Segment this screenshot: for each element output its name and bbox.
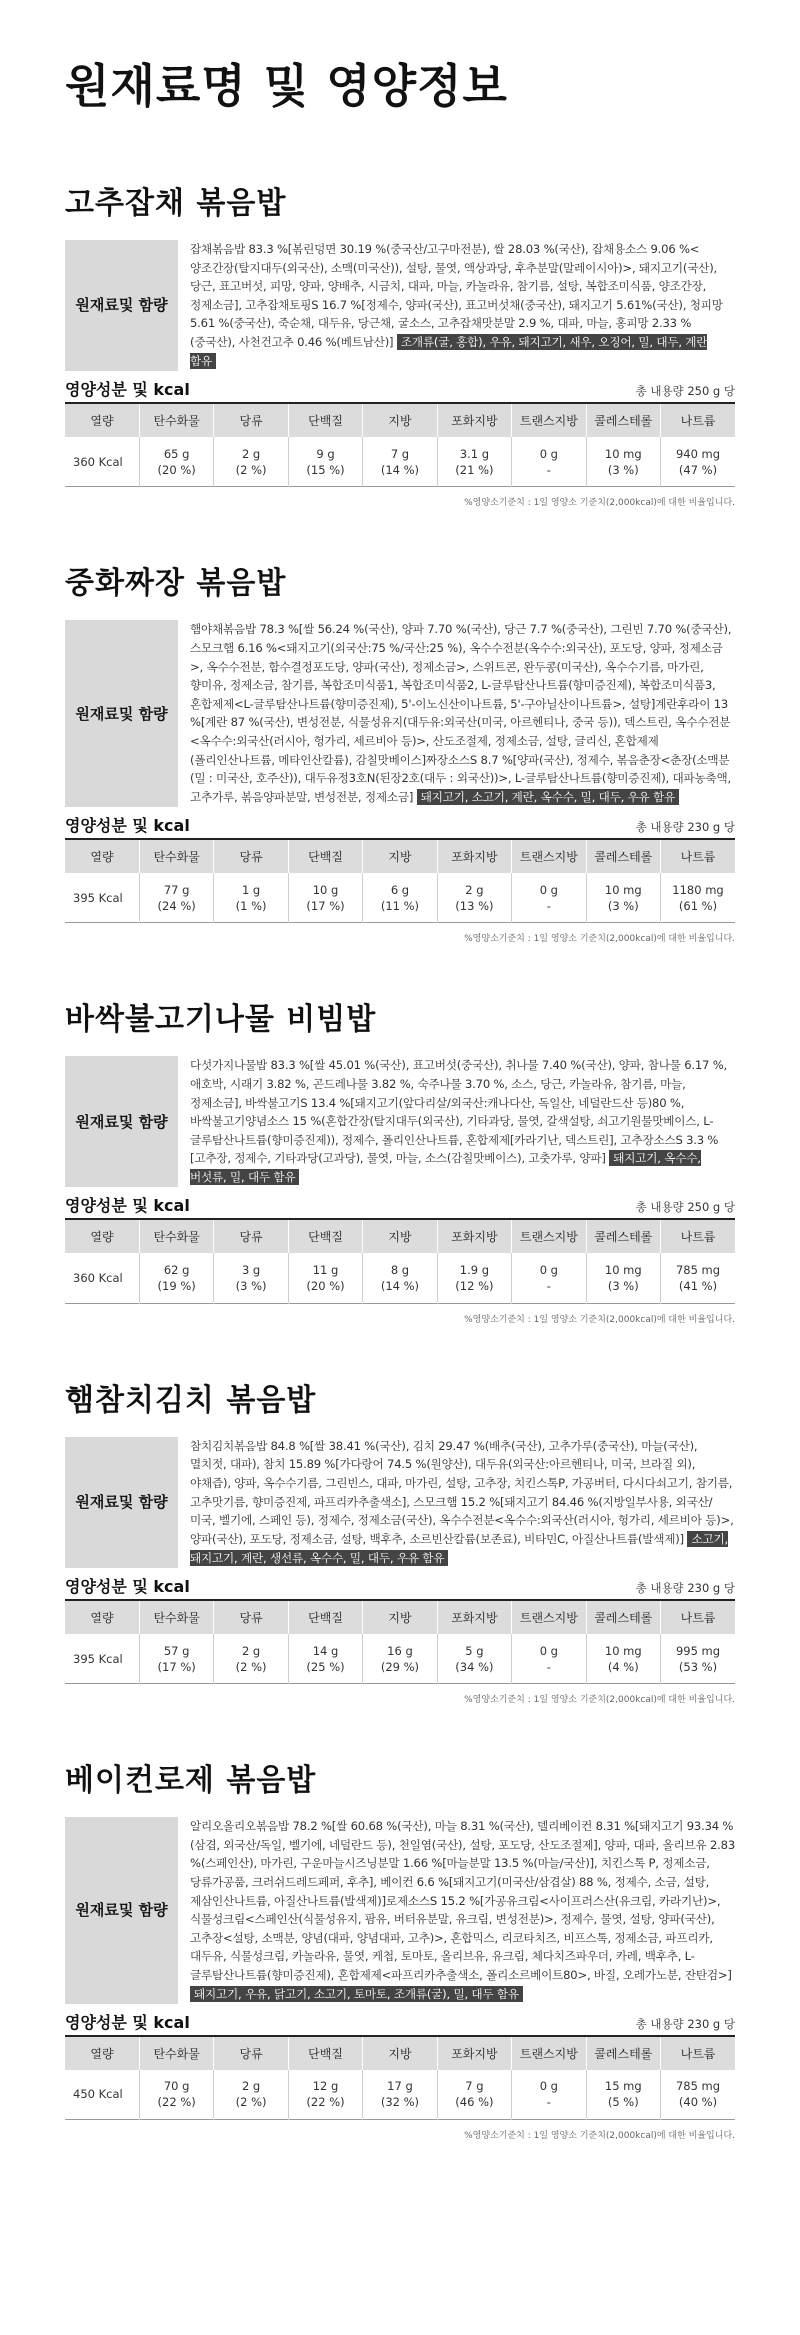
nutrient-amount: 0 g bbox=[539, 2079, 558, 2094]
nutrition-column-header: 열량 bbox=[65, 403, 139, 437]
nutrient-percent: (2 %) bbox=[235, 1659, 267, 1674]
nutrient-cell bbox=[437, 437, 511, 487]
total-amount: 총 내용량 250 g 당 bbox=[635, 1200, 735, 1215]
nutrition-column-header: 단백질 bbox=[288, 1600, 362, 1634]
nutrition-column-header: 탄수화물 bbox=[139, 2036, 213, 2070]
nutrition-column-header: 나트륨 bbox=[661, 839, 736, 873]
nutrient-cell bbox=[437, 2070, 511, 2120]
nutrient-cell bbox=[139, 1253, 213, 1303]
ingredient-block bbox=[65, 1056, 735, 1187]
nutrient-cell bbox=[512, 1253, 586, 1303]
nutrient-cell bbox=[437, 873, 511, 923]
nutrient-percent: (22 %) bbox=[157, 2095, 196, 2110]
ingredient-label-line: 및 함량 bbox=[118, 1901, 168, 1920]
nutrient-amount: 16 g bbox=[387, 1643, 413, 1658]
nutrient-percent: (25 %) bbox=[306, 1659, 345, 1674]
nutrition-column-header: 당류 bbox=[214, 403, 288, 437]
nutrient-cell bbox=[139, 1634, 213, 1684]
nutrient-cell bbox=[586, 437, 660, 487]
nutrient-amount: 0 g bbox=[539, 446, 558, 461]
nutrition-column-header: 지방 bbox=[363, 403, 437, 437]
nutrient-amount: 6 g bbox=[390, 882, 410, 897]
ingredient-list: 잡채볶음밥 83.3 %[볶린덩면 30.19 %(중국산/고구마전분), 쌀 28.03 %(국산), 잡채용소스 9.06 %<양조간장(탈지대두(외국산), 소맥(미국산)), 설탕, 물엿, 액상과당, 후추분말(말레이시아)>, 돼지고기(국산), 당근, 표고버섯, 피망, 양파, 양배추, 시금치, 대파, 마늘, 카놀라유, 참기름, 설탕, 복합조미식품, 양조간장, 정제소금], 고추잡채토핑S 16.7 %[정제수, 양파(국산), 표고버섯채(중국산), 돼지고기 5.61%(국산), 청피망 5.61 %(중국산), 죽순채, 대두유, 당근채, 굴소스, 고추잡채맛분말 2.9 %, 대파, 마늘, 홍피망 2.33 %(중국산), 사천건고추 0.46 %(베트남산)] bbox=[190, 242, 723, 349]
nutrient-percent: (13 %) bbox=[455, 898, 494, 913]
nutrition-column-header: 단백질 bbox=[288, 2036, 362, 2070]
nutrient-cell bbox=[288, 1634, 362, 1684]
nutrition-footnote: %영양소기준치 : 1일 영양소 기준치(2,000kcal)에 대한 비율입니다. bbox=[464, 1314, 735, 1325]
nutrition-column-header: 단백질 bbox=[288, 403, 362, 437]
nutrition-value-row bbox=[65, 1253, 735, 1303]
nutrient-amount: 3 g bbox=[241, 1263, 261, 1278]
ingredient-label-line: 원재료 bbox=[75, 1493, 119, 1512]
nutrition-title: 영양성분 및 kcal bbox=[65, 815, 190, 835]
nutrient-percent: - bbox=[546, 2095, 551, 2110]
ingredient-block bbox=[65, 1437, 735, 1568]
nutrient-percent: (3 %) bbox=[235, 1279, 267, 1294]
nutrient-amount: 10 mg bbox=[604, 446, 642, 461]
ingredient-label-line: 및 함량 bbox=[118, 1112, 168, 1131]
ingredient-label-line: 및 함량 bbox=[118, 704, 168, 723]
product-list bbox=[65, 178, 735, 2141]
nutrient-percent: (2 %) bbox=[235, 462, 267, 477]
total-amount: 총 내용량 250 g 당 bbox=[635, 383, 735, 398]
nutrition-table bbox=[65, 402, 735, 488]
ingredient-label-line: 및 함량 bbox=[118, 1493, 168, 1512]
nutrient-amount: 995 mg bbox=[675, 1643, 721, 1658]
nutrition-value-row bbox=[65, 873, 735, 923]
nutrient-cell bbox=[661, 437, 736, 487]
nutrition-column-header: 나트륨 bbox=[661, 1219, 736, 1253]
nutrient-percent: (53 %) bbox=[678, 1659, 718, 1674]
nutrient-cell bbox=[661, 1253, 736, 1303]
ingredient-text bbox=[178, 1817, 735, 2003]
ingredient-text bbox=[178, 620, 735, 806]
nutrient-percent: (34 %) bbox=[455, 1659, 494, 1674]
nutrient-cell bbox=[363, 2070, 437, 2120]
allergen-badge: 돼지고기, 옥수수, 버섯류, 밀, 대두 함유 bbox=[190, 1151, 701, 1185]
nutrient-amount: 10 mg bbox=[604, 882, 642, 897]
nutrition-column-header: 나트륨 bbox=[661, 2036, 736, 2070]
product-name: 고추잡채 볶음밥 bbox=[65, 186, 287, 221]
nutrition-header bbox=[65, 813, 735, 838]
ingredient-list: 햄야채볶음밥 78.3 %[쌀 56.24 %(국산), 양파 7.70 %(국산), 당근 7.7 %(중국산), 그린빈 7.70 %(중국산), 스모크햄 6.16 %<돼지고기(외국산:75 %/국산:25 %), 옥수수전분(옥수수:외국산), 포도당, 양파, 정제소금>, 옥수수전분, 함수결정포도당, 양파(국산), 정제소금>, 스위트콘, 완두콩(미국산), 옥수수기름, 마가린, 향미유, 정제소금, 참기름, 복합조미식품1, 복합조미식품2, L-글루탐산나트륨(향미증진제), 복합조미식품3, 혼합제제<L-글루탐산나트륨(향미증진제), 5'-이노신산이나트륨, 5'-구아닐산이나트륨>, 설탕]계란후라이 13 %[계란 87 %(국산), 변성전분, 식물성유지(대두유:외국산(미국, 아르헨티나, 중국 등)), 덱스트린, 옥수수전분<옥수수:외국산(러시아, 헝가리, 세르비아 등)>, 산도조절제, 정제소금, 설탕, 글리신, 혼합제제(폴리인산나트륨, 메타인산칼륨), 감칠맛베이스]짜장소스S 8.7 %[양파(국산), 정제수, 볶음춘장<춘장(소맥분(밀 : 미국산, 호주산)), 대두유정3호N(된장2호(대두 : 외국산))>, L-글루탐산나트륨(향미증진제), 대파농축액, 고추가루, 볶음양파분말, 변성전분, 정제소금] bbox=[190, 622, 732, 804]
nutrient-amount: 10 g bbox=[312, 882, 339, 897]
nutrient-percent: (21 %) bbox=[455, 462, 494, 477]
allergen-badge: 돼지고기, 소고기, 계란, 옥수수, 밀, 대두, 우유 함유 bbox=[417, 789, 679, 805]
nutrient-cell bbox=[214, 873, 288, 923]
nutrient-cell bbox=[512, 437, 586, 487]
allergen-badge: 돼지고기, 우유, 닭고기, 소고기, 토마토, 조개류(굴), 밀, 대두 함유 bbox=[190, 1986, 523, 2002]
nutrition-footnote: %영양소기준치 : 1일 영양소 기준치(2,000kcal)에 대한 비율입니다. bbox=[464, 498, 735, 509]
nutrition-column-header: 지방 bbox=[363, 1600, 437, 1634]
nutrient-cell bbox=[586, 1253, 660, 1303]
ingredient-label-line: 원재료 bbox=[75, 1901, 119, 1920]
nutrient-percent: (46 %) bbox=[455, 2095, 494, 2110]
product-name: 햄참치김치 볶음밥 bbox=[65, 1382, 317, 1418]
ingredient-label bbox=[65, 1437, 178, 1568]
nutrient-cell bbox=[661, 873, 736, 923]
nutrition-header bbox=[65, 1574, 735, 1599]
nutrition-header bbox=[65, 377, 735, 402]
nutrition-column-header: 당류 bbox=[214, 1600, 288, 1634]
nutrition-column-header: 트랜스지방 bbox=[512, 1600, 586, 1634]
nutrient-amount: 77 g bbox=[163, 882, 190, 897]
nutrition-column-header: 포화지방 bbox=[437, 1600, 511, 1634]
nutrition-column-header: 탄수화물 bbox=[139, 1219, 213, 1253]
product-section bbox=[65, 178, 735, 508]
ingredient-label-line: 원재료 bbox=[75, 1112, 119, 1131]
ingredient-list: 다섯가지나물밥 83.3 %[쌀 45.01 %(국산), 표고버섯(중국산), 취나물 7.40 %(국산), 양파, 참나물 6.17 %, 애호박, 시래기 3.82 %, 곤드레나물 3.82 %, 숙주나물 3.70 %, 소스, 당근, 카놀라유, 참기름, 마늘, 정제소금], 바싹불고기S 13.4 %[돼지고기(앞다리살/외국산:캐나다산, 독일산, 네덜란드산 등)80 %, 바싹불고기양념소스 15 %(혼합간장(탈지대두(외국산), 기타과당, 물엿, 갈색설탕, 쇠고기원물맛베이스, L-글루탐산나트륨(향미증진제)), 정제수, 폴리인산나트륨, 혼합제제[카라기난, 덱스트린], 고추장소스S 3.3 %[고추장, 정제수, 기타과당(고과당), 물엿, 마늘, 소스(감칠맛베이스), 고춧가루, 양파] bbox=[190, 1058, 728, 1166]
calorie-value: 450 Kcal bbox=[65, 2070, 139, 2120]
ingredient-label bbox=[65, 1056, 178, 1187]
nutrition-header-row bbox=[65, 1600, 735, 1634]
ingredient-list: 알리오올리오볶음밥 78.2 %[쌀 60.68 %(국산), 마늘 8.31 %(국산), 델리베이컨 8.31 %[돼지고기 93.34 %(삼겹, 외국산/독일, 벨기에, 네덜란드 등), 천일염(국산), 설탕, 포도당, 산도조절제], 양파, 대파, 올리브유 2.83 %(스페인산), 마가린, 구운마늘시즈닝분말 1.66 %[마늘분말 13.5 %(마늘/국산)], 치킨스톡 P, 정제소금, 당류가공품, 크러쉬드레드페퍼, 후추], 베이컨 6.6 %[돼지고기(미국산/삼겹살) 88 %, 정제수, 소금, 설탕, 제삼인산나트륨, 아질산나트륨(발색제)]로제소스S 15.2 %[가공유크림<사이프러스산(유크림, 카라기난)>, 식물성크림<스페인산(식물성유지, 팜유, 버터유분말, 유크림, 변성전분)>, 정제수, 물엿, 설탕, 양파(국산), 고추장<설탕, 소맥분, 양념(대파, 양념대파, 고추)>, 혼합믹스, 리코타치즈, 비프스톡, 정제소금, 파프리카, 대두유, 식물성크림, 카놀라유, 물엿, 케첩, 토마토, 올리브유, 유크림, 체다치즈파우더, 카레, 백후추, L-글루탐산나트륨(향미증진제), 혼합제제<파프리카추출색소, 폴리소르베이트80>, 바질, 오레가노분, 잔탄검>] bbox=[190, 1819, 735, 1982]
nutrient-percent: - bbox=[546, 462, 551, 477]
nutrient-amount: 15 mg bbox=[604, 2079, 642, 2094]
nutrition-column-header: 당류 bbox=[214, 1219, 288, 1253]
nutrition-header bbox=[65, 1193, 735, 1218]
nutrient-amount: 7 g bbox=[465, 2079, 484, 2094]
nutrient-percent: (47 %) bbox=[678, 462, 718, 477]
nutrient-amount: 1.9 g bbox=[459, 1263, 490, 1278]
calorie-value: 360 Kcal bbox=[65, 1253, 139, 1303]
nutrition-header bbox=[65, 2010, 735, 2035]
nutrition-table bbox=[65, 1218, 735, 1304]
nutrient-amount: 2 g bbox=[465, 882, 484, 897]
nutrition-title: 영양성분 및 kcal bbox=[65, 2012, 190, 2032]
nutrient-cell bbox=[512, 873, 586, 923]
nutrient-percent: (20 %) bbox=[306, 1279, 345, 1294]
nutrient-percent: (20 %) bbox=[157, 462, 196, 477]
nutrient-cell bbox=[661, 1634, 736, 1684]
nutrient-percent: (22 %) bbox=[306, 2095, 345, 2110]
nutrient-amount: 0 g bbox=[539, 1643, 558, 1658]
nutrient-percent: (2 %) bbox=[235, 2095, 267, 2110]
nutrient-cell bbox=[214, 437, 288, 487]
nutrition-column-header: 트랜스지방 bbox=[512, 1219, 586, 1253]
nutrient-cell bbox=[363, 437, 437, 487]
total-amount: 총 내용량 230 g 당 bbox=[635, 1580, 735, 1595]
product-name: 중화짜장 볶음밥 bbox=[65, 566, 287, 602]
nutrient-cell bbox=[363, 1634, 437, 1684]
nutrition-column-header: 지방 bbox=[363, 839, 437, 873]
nutrient-cell bbox=[363, 873, 437, 923]
nutrient-cell bbox=[437, 1634, 511, 1684]
nutrient-amount: 11 g bbox=[312, 1263, 339, 1278]
ingredient-block bbox=[65, 240, 735, 371]
nutrient-cell bbox=[586, 1634, 660, 1684]
nutrient-amount: 0 g bbox=[539, 882, 558, 897]
total-amount: 총 내용량 230 g 당 bbox=[635, 2016, 735, 2031]
nutrient-percent: - bbox=[546, 898, 551, 913]
nutrition-column-header: 열량 bbox=[65, 1600, 139, 1634]
nutrient-percent: (12 %) bbox=[455, 1279, 494, 1294]
nutrition-column-header: 트랜스지방 bbox=[512, 839, 586, 873]
nutrient-amount: 70 g bbox=[163, 2079, 190, 2094]
product-section bbox=[65, 558, 735, 944]
nutrient-cell bbox=[139, 2070, 213, 2120]
nutrient-cell bbox=[139, 873, 213, 923]
calorie-value: 360 Kcal bbox=[65, 437, 139, 487]
total-amount: 총 내용량 230 g 당 bbox=[635, 819, 735, 834]
nutrient-amount: 17 g bbox=[387, 2079, 413, 2094]
nutrient-amount: 2 g bbox=[241, 1643, 261, 1658]
ingredient-label-line: 원재료 bbox=[75, 704, 119, 723]
nutrition-column-header: 나트륨 bbox=[661, 1600, 736, 1634]
nutrition-column-header: 트랜스지방 bbox=[512, 403, 586, 437]
ingredient-label bbox=[65, 620, 178, 806]
nutrient-percent: (17 %) bbox=[306, 898, 345, 913]
nutrient-cell bbox=[512, 1634, 586, 1684]
nutrition-footnote: %영양소기준치 : 1일 영양소 기준치(2,000kcal)에 대한 비율입니다. bbox=[464, 1695, 735, 1706]
nutrient-amount: 12 g bbox=[312, 2079, 339, 2094]
nutrient-amount: 10 mg bbox=[604, 1263, 642, 1278]
nutrient-cell bbox=[288, 437, 362, 487]
nutrient-percent: (40 %) bbox=[678, 2095, 718, 2110]
calorie-value: 395 Kcal bbox=[65, 1634, 139, 1684]
nutrition-column-header: 지방 bbox=[363, 1219, 437, 1253]
ingredient-text bbox=[178, 1056, 735, 1187]
nutrient-percent: (1 %) bbox=[235, 898, 267, 913]
nutrient-amount: 10 mg bbox=[604, 1643, 642, 1658]
nutrition-column-header: 열량 bbox=[65, 1219, 139, 1253]
allergen-badge: 조개류(굴, 홍합), 우유, 돼지고기, 새우, 오징어, 밀, 대두, 계란 함유 bbox=[190, 334, 708, 368]
nutrient-percent: (24 %) bbox=[157, 898, 196, 913]
nutrient-percent: (3 %) bbox=[607, 898, 639, 913]
nutrition-value-row bbox=[65, 2070, 735, 2120]
nutrient-percent: (3 %) bbox=[607, 1279, 639, 1294]
nutrient-percent: (32 %) bbox=[380, 2095, 420, 2110]
nutrition-column-header: 열량 bbox=[65, 839, 139, 873]
nutrient-amount: 2 g bbox=[241, 446, 261, 461]
nutrition-column-header: 나트륨 bbox=[661, 403, 736, 437]
nutrition-column-header: 당류 bbox=[214, 839, 288, 873]
nutrient-cell bbox=[214, 1253, 288, 1303]
nutrition-footnote: %영양소기준치 : 1일 영양소 기준치(2,000kcal)에 대한 비율입니다. bbox=[464, 2131, 735, 2142]
product-section bbox=[65, 1375, 735, 1705]
nutrient-percent: (14 %) bbox=[380, 1279, 420, 1294]
nutrient-amount: 9 g bbox=[316, 446, 335, 461]
ingredient-label-line: 원재료 bbox=[75, 296, 119, 315]
nutrition-column-header: 탄수화물 bbox=[139, 403, 213, 437]
nutrition-column-header: 콜레스테롤 bbox=[586, 1219, 660, 1253]
nutrition-header-row bbox=[65, 403, 735, 437]
nutrition-header-row bbox=[65, 839, 735, 873]
nutrient-cell bbox=[214, 1634, 288, 1684]
nutrient-amount: 57 g bbox=[163, 1643, 190, 1658]
product-name: 바싹불고기나물 비빔밥 bbox=[65, 1002, 377, 1038]
nutrition-column-header: 콜레스테롤 bbox=[586, 2036, 660, 2070]
nutrient-percent: (41 %) bbox=[678, 1279, 718, 1294]
product-section bbox=[65, 994, 735, 1324]
nutrient-percent: (61 %) bbox=[678, 898, 718, 913]
nutrient-cell bbox=[288, 2070, 362, 2120]
nutrient-amount: 1180 mg bbox=[672, 882, 724, 897]
ingredient-block bbox=[65, 1817, 735, 2003]
nutrient-amount: 8 g bbox=[390, 1263, 410, 1278]
nutrient-amount: 3.1 g bbox=[459, 446, 490, 461]
nutrition-table bbox=[65, 1599, 735, 1685]
nutrient-amount: 14 g bbox=[312, 1643, 339, 1658]
ingredient-list: 참치김치볶음밥 84.8 %[쌀 38.41 %(국산), 김치 29.47 %(배추(국산), 고추가루(중국산), 마늘(국산), 멸치젓, 대파), 참치 15.89 %[가다랑어 74.5 %(원양산), 대두유(외국산:아르헨티나, 미국, 브라질 외), 야채즙), 양파, 옥수수기름, 그린빈스, 대파, 마가린, 설탕, 고추장, 치킨스톡P, 가공버터, 다시다쇠고기, 참기름, 고추맛기름, 향미증진제, 파프리카추출색소], 스모크햄 15.2 %[돼지고기 84.46 %(지방일부사용, 외국산/미국, 벨기에, 스페인 등), 정제수, 정제소금(국산), 옥수수전분<옥수수:외국산(러시아, 헝가리, 세르비아 등)>, 양파(국산), 포도당, 정제소금, 설탕, 백후추, 소르빈산칼륨(보존료), 비타민C, 아질산나트륨(발색제)] bbox=[190, 1438, 734, 1546]
nutrition-title: 영양성분 및 kcal bbox=[65, 1196, 190, 1216]
nutrient-amount: 5 g bbox=[465, 1643, 484, 1658]
ingredient-block bbox=[65, 620, 735, 806]
allergen-badge: 소고기, 돼지고기, 계란, 생선류, 옥수수, 밀, 대두, 우유 함유 bbox=[190, 1531, 728, 1565]
nutrient-amount: 1 g bbox=[241, 882, 261, 897]
nutrition-title: 영양성분 및 kcal bbox=[65, 379, 190, 399]
nutrient-amount: 7 g bbox=[390, 446, 410, 461]
nutrient-cell bbox=[288, 873, 362, 923]
nutrient-amount: 2 g bbox=[241, 2079, 261, 2094]
nutrition-column-header: 포화지방 bbox=[437, 403, 511, 437]
product-section bbox=[65, 1755, 735, 2141]
nutrition-column-header: 콜레스테롤 bbox=[586, 839, 660, 873]
nutrient-cell bbox=[586, 873, 660, 923]
nutrient-percent: (29 %) bbox=[380, 1659, 420, 1674]
nutrient-amount: 785 mg bbox=[675, 2079, 721, 2094]
nutrition-column-header: 당류 bbox=[214, 2036, 288, 2070]
ingredient-label bbox=[65, 240, 178, 371]
ingredient-text bbox=[178, 240, 735, 371]
nutrition-header-row bbox=[65, 1219, 735, 1253]
nutrient-amount: 940 mg bbox=[675, 446, 721, 461]
nutrition-header-row bbox=[65, 2036, 735, 2070]
nutrition-value-row bbox=[65, 1634, 735, 1684]
nutrition-footnote: %영양소기준치 : 1일 영양소 기준치(2,000kcal)에 대한 비율입니다. bbox=[464, 934, 735, 945]
nutrition-column-header: 단백질 bbox=[288, 839, 362, 873]
nutrient-cell bbox=[214, 2070, 288, 2120]
nutrient-amount: 785 mg bbox=[675, 1263, 721, 1278]
nutrient-cell bbox=[512, 2070, 586, 2120]
nutrient-percent: - bbox=[546, 1279, 551, 1294]
nutrition-column-header: 포화지방 bbox=[437, 1219, 511, 1253]
nutrition-column-header: 트랜스지방 bbox=[512, 2036, 586, 2070]
ingredient-label-line: 및 함량 bbox=[118, 296, 168, 315]
ingredient-label bbox=[65, 1817, 178, 2003]
nutrient-cell bbox=[661, 2070, 736, 2120]
calorie-value: 395 Kcal bbox=[65, 873, 139, 923]
nutrition-value-row bbox=[65, 437, 735, 487]
nutrient-cell bbox=[437, 1253, 511, 1303]
nutrient-cell bbox=[586, 2070, 660, 2120]
nutrient-percent: (17 %) bbox=[157, 1659, 196, 1674]
nutrient-percent: (5 %) bbox=[607, 2095, 639, 2110]
nutrient-percent: (19 %) bbox=[157, 1279, 196, 1294]
nutrient-percent: (11 %) bbox=[380, 898, 420, 913]
nutrient-cell bbox=[288, 1253, 362, 1303]
nutrition-column-header: 포화지방 bbox=[437, 839, 511, 873]
nutrient-cell bbox=[363, 1253, 437, 1303]
nutrition-column-header: 지방 bbox=[363, 2036, 437, 2070]
nutrition-title: 영양성분 및 kcal bbox=[65, 1576, 190, 1596]
nutrient-amount: 65 g bbox=[163, 446, 190, 461]
product-name: 베이컨로제 볶음밥 bbox=[65, 1763, 317, 1799]
page-title: 원재료명 및 영양정보 bbox=[65, 59, 508, 113]
nutrition-column-header: 단백질 bbox=[288, 1219, 362, 1253]
nutrition-table bbox=[65, 2035, 735, 2121]
nutrition-column-header: 포화지방 bbox=[437, 2036, 511, 2070]
nutrition-column-header: 콜레스테롤 bbox=[586, 403, 660, 437]
nutrition-column-header: 탄수화물 bbox=[139, 1600, 213, 1634]
nutrient-cell bbox=[139, 437, 213, 487]
nutrient-percent: (4 %) bbox=[607, 1659, 639, 1674]
nutrient-percent: (3 %) bbox=[607, 462, 639, 477]
nutrient-amount: 62 g bbox=[163, 1263, 190, 1278]
nutrition-column-header: 콜레스테롤 bbox=[586, 1600, 660, 1634]
nutrition-table bbox=[65, 838, 735, 924]
nutrient-amount: 0 g bbox=[539, 1263, 558, 1278]
nutrition-column-header: 탄수화물 bbox=[139, 839, 213, 873]
nutrient-percent: (15 %) bbox=[306, 462, 345, 477]
nutrition-column-header: 열량 bbox=[65, 2036, 139, 2070]
nutrient-percent: - bbox=[546, 1659, 551, 1674]
ingredient-text bbox=[178, 1437, 735, 1568]
nutrient-percent: (14 %) bbox=[380, 462, 420, 477]
